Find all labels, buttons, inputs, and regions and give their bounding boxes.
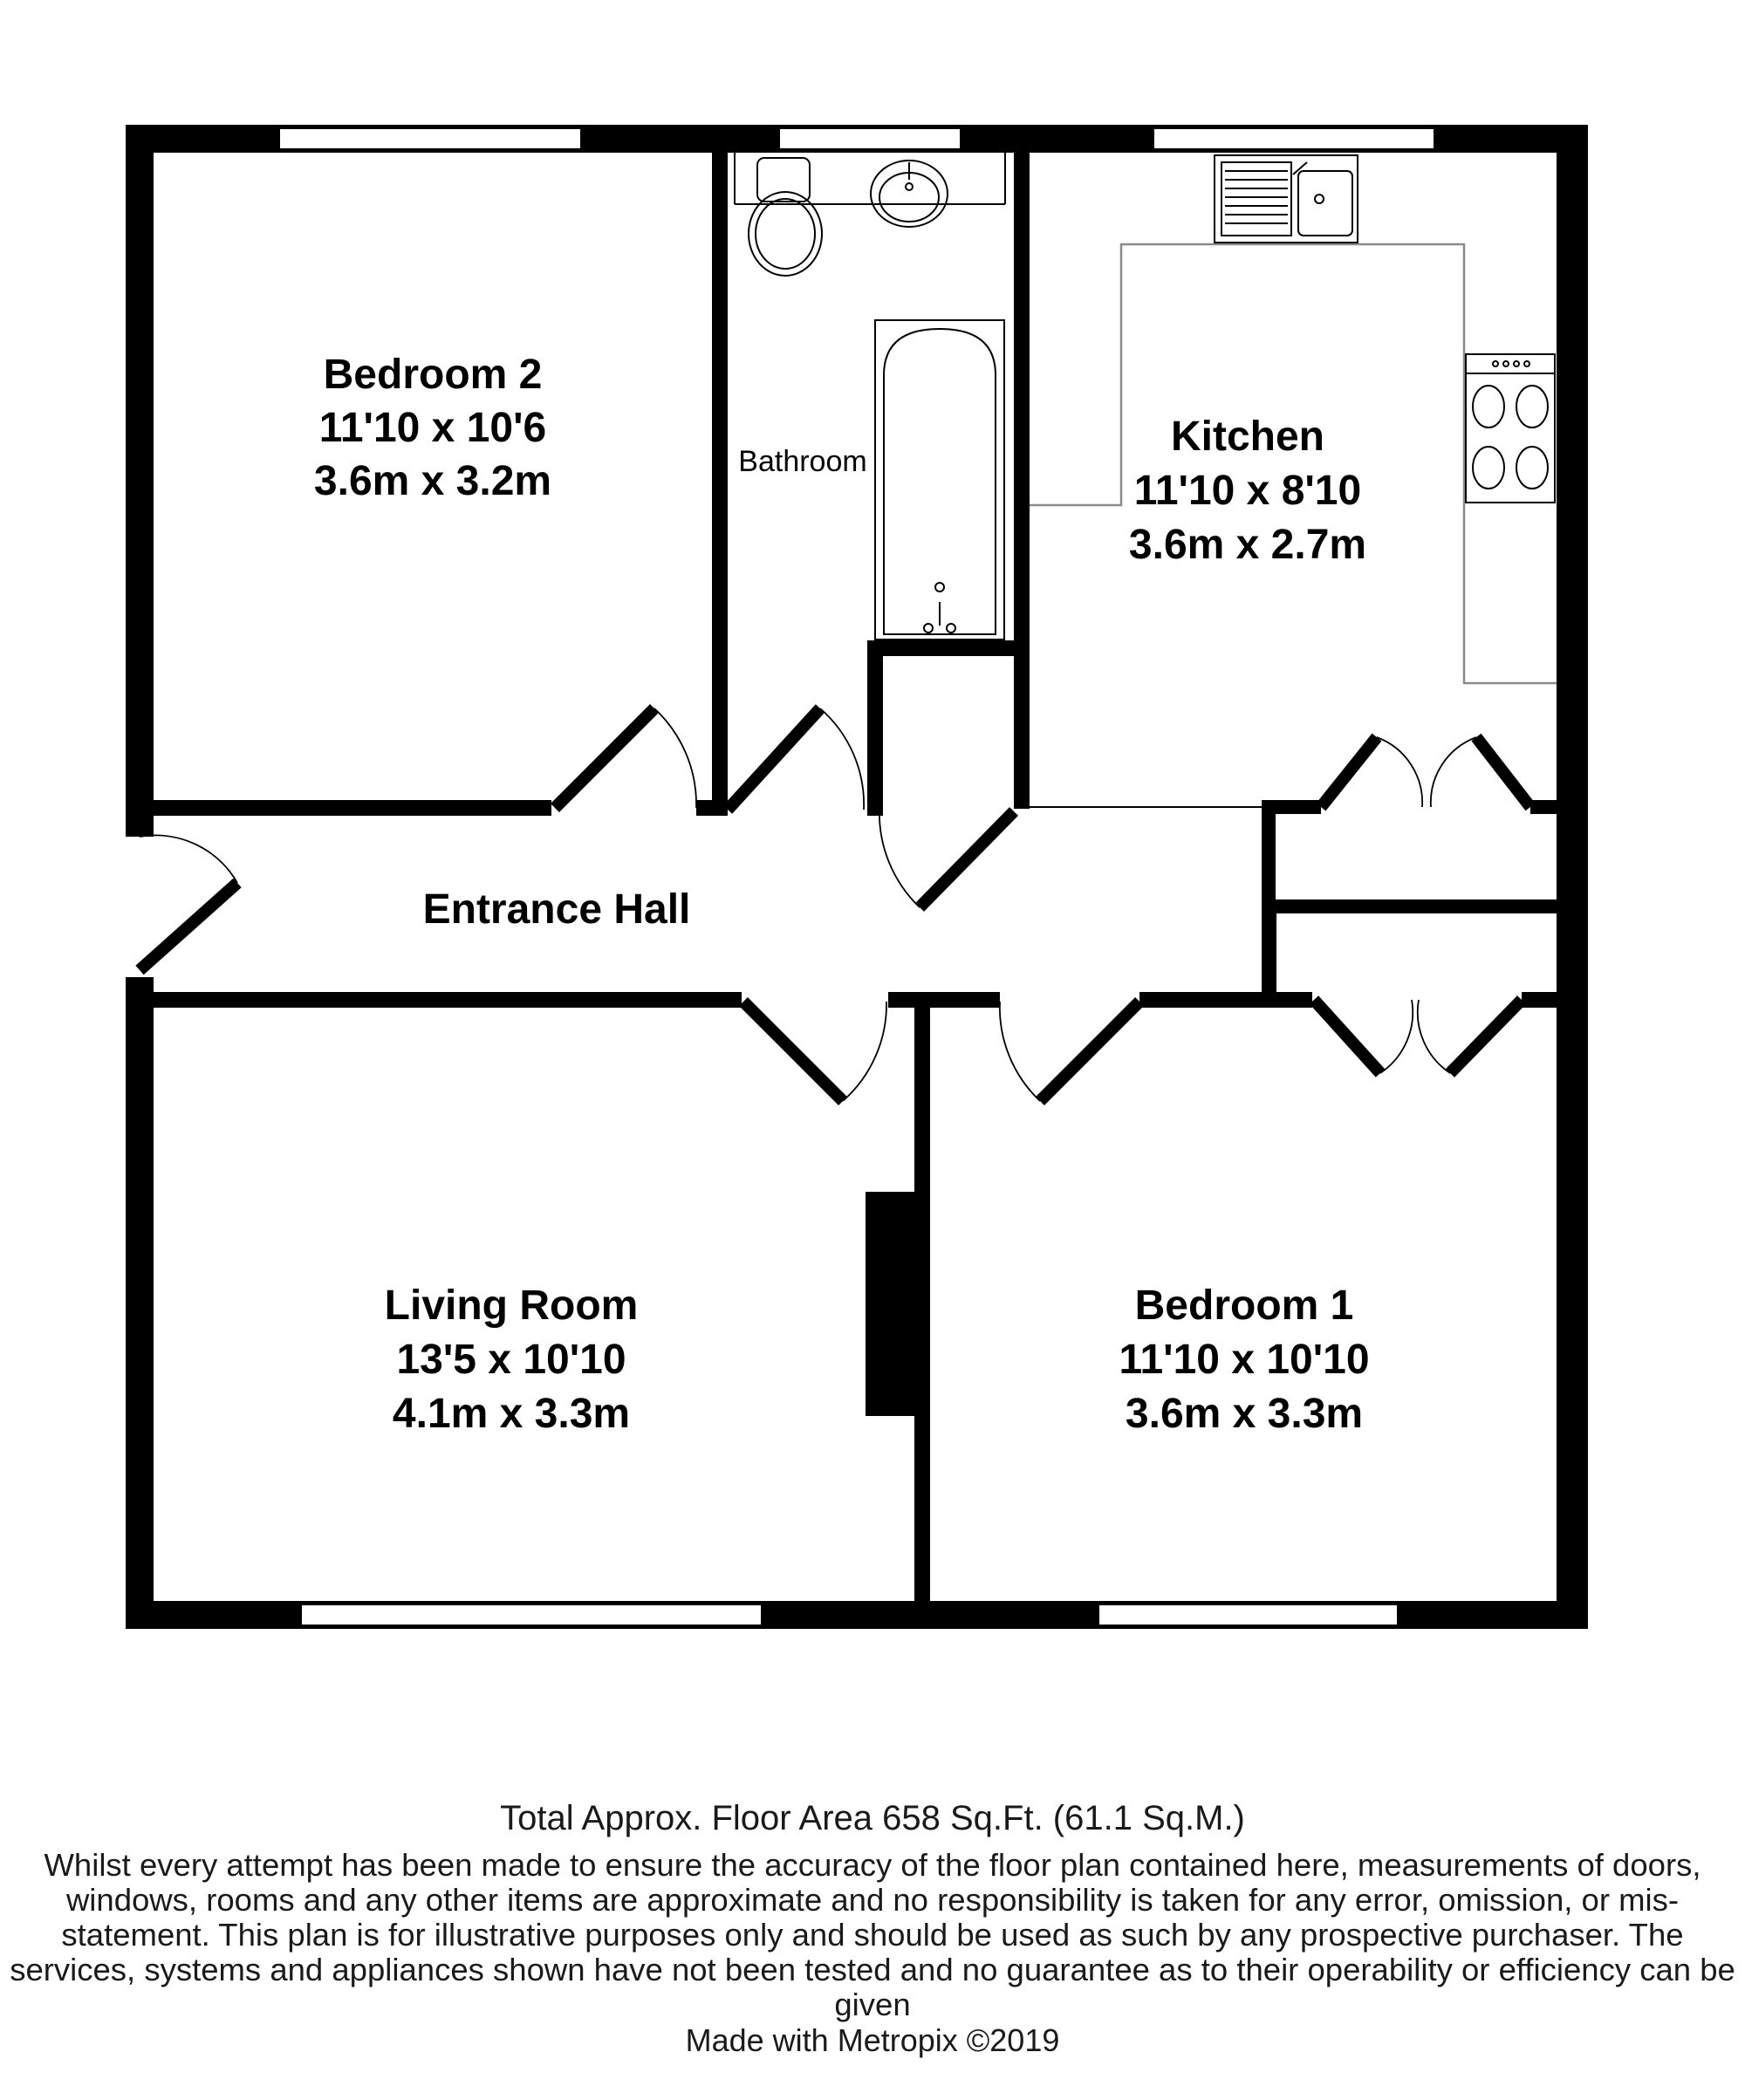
kitchen-imperial: 11'10 x 8'10 <box>1133 468 1362 514</box>
bedroom2-metric: 3.6m x 3.2m <box>313 458 552 504</box>
kitchen-sink-icon <box>1215 155 1358 243</box>
toilet-icon <box>749 158 822 276</box>
wall-kitchen-cupboard-a <box>1262 800 1321 814</box>
wall-bath-cupboard-left <box>867 640 883 816</box>
living-room-name: Living Room <box>384 1283 639 1329</box>
living-room-metric: 4.1m x 3.3m <box>392 1391 631 1437</box>
bedroom1-name: Bedroom 1 <box>1134 1283 1354 1329</box>
kitchen-metric: 3.6m x 2.7m <box>1128 522 1367 568</box>
bedroom2-door[interactable] <box>555 708 696 808</box>
bathroom-fixtures <box>749 158 1004 640</box>
bathroom-door[interactable] <box>728 708 864 810</box>
bedroom1-door[interactable] <box>1000 1002 1139 1101</box>
bedroom2-imperial: 11'10 x 10'6 <box>318 405 547 451</box>
window-bathroom <box>779 128 961 149</box>
metropix-credit: Made with Metropix ©2019 <box>685 2022 1060 2058</box>
kitchen-name: Kitchen <box>1170 414 1325 460</box>
bathtub-icon <box>875 320 1004 640</box>
bathroom-name: Bathroom <box>738 445 867 478</box>
window-living <box>301 1604 762 1625</box>
entrance-hall-name: Entrance Hall <box>422 886 691 933</box>
wall-living-bed1 <box>914 1008 930 1601</box>
wall-hall-bed1-a <box>989 992 1000 1008</box>
disclaimer-text: Whilst every attempt has been made to ensure the accuracy of the floor plan contained here, measurements of doors, windows, rooms and any other items are approximate and no responsibility is taken for any error, omission, or mis-statement. This plan is for illustrative purposes only and should be used as such by any prospective purchaser. The services, systems and appliances shown have not been tested and no guarantee as to their operability or efficiency can be given <box>10 1847 1735 2022</box>
total-floor-area: Total Approx. Floor Area 658 Sq.Ft. (61.1 Sq.M.) <box>500 1799 1245 1837</box>
wall-bed2-bath <box>712 153 728 816</box>
wall-hall-bed1-c <box>1522 992 1557 1008</box>
cooker-hob-icon <box>1466 354 1555 503</box>
wall-bed2-door-jamb <box>696 800 728 816</box>
wall-right <box>1557 125 1588 1629</box>
wall-bath-cupboard-top <box>867 640 1014 656</box>
wall-kitchen-cupboard-left <box>1262 800 1276 992</box>
chimney-breast <box>866 1192 914 1416</box>
bedroom2-name: Bedroom 2 <box>323 352 543 398</box>
wall-bath-kitchen <box>1014 153 1030 809</box>
window-bedroom2 <box>279 128 581 149</box>
wall-bed2-hall <box>154 800 551 816</box>
kitchen-worktop <box>1030 244 1557 683</box>
wall-cupboard-divider <box>1276 900 1557 913</box>
living-room-door[interactable] <box>743 1002 886 1101</box>
wall-left-lower <box>126 977 154 1629</box>
bedroom1-cupboard-doors[interactable] <box>1314 1000 1522 1073</box>
living-room-imperial: 13'5 x 10'10 <box>396 1337 626 1383</box>
room-labels <box>314 352 1370 1437</box>
bedroom1-metric: 3.6m x 3.3m <box>1125 1391 1364 1437</box>
wall-hall-living-left <box>154 992 742 1008</box>
hall-cupboard-door[interactable] <box>879 808 1014 907</box>
wall-hall-bed1-b <box>1139 992 1312 1008</box>
kitchen-cupboard-doors[interactable] <box>1321 737 1530 807</box>
wall-left-upper <box>126 125 154 837</box>
window-bedroom1 <box>1098 1604 1398 1625</box>
exterior-walls <box>126 125 1588 1629</box>
wash-basin-icon <box>871 161 948 227</box>
window-kitchen <box>1153 128 1434 149</box>
bedroom1-imperial: 11'10 x 10'10 <box>1119 1337 1370 1383</box>
front-door[interactable] <box>140 835 237 970</box>
wall-hall-living-right <box>888 992 989 1008</box>
